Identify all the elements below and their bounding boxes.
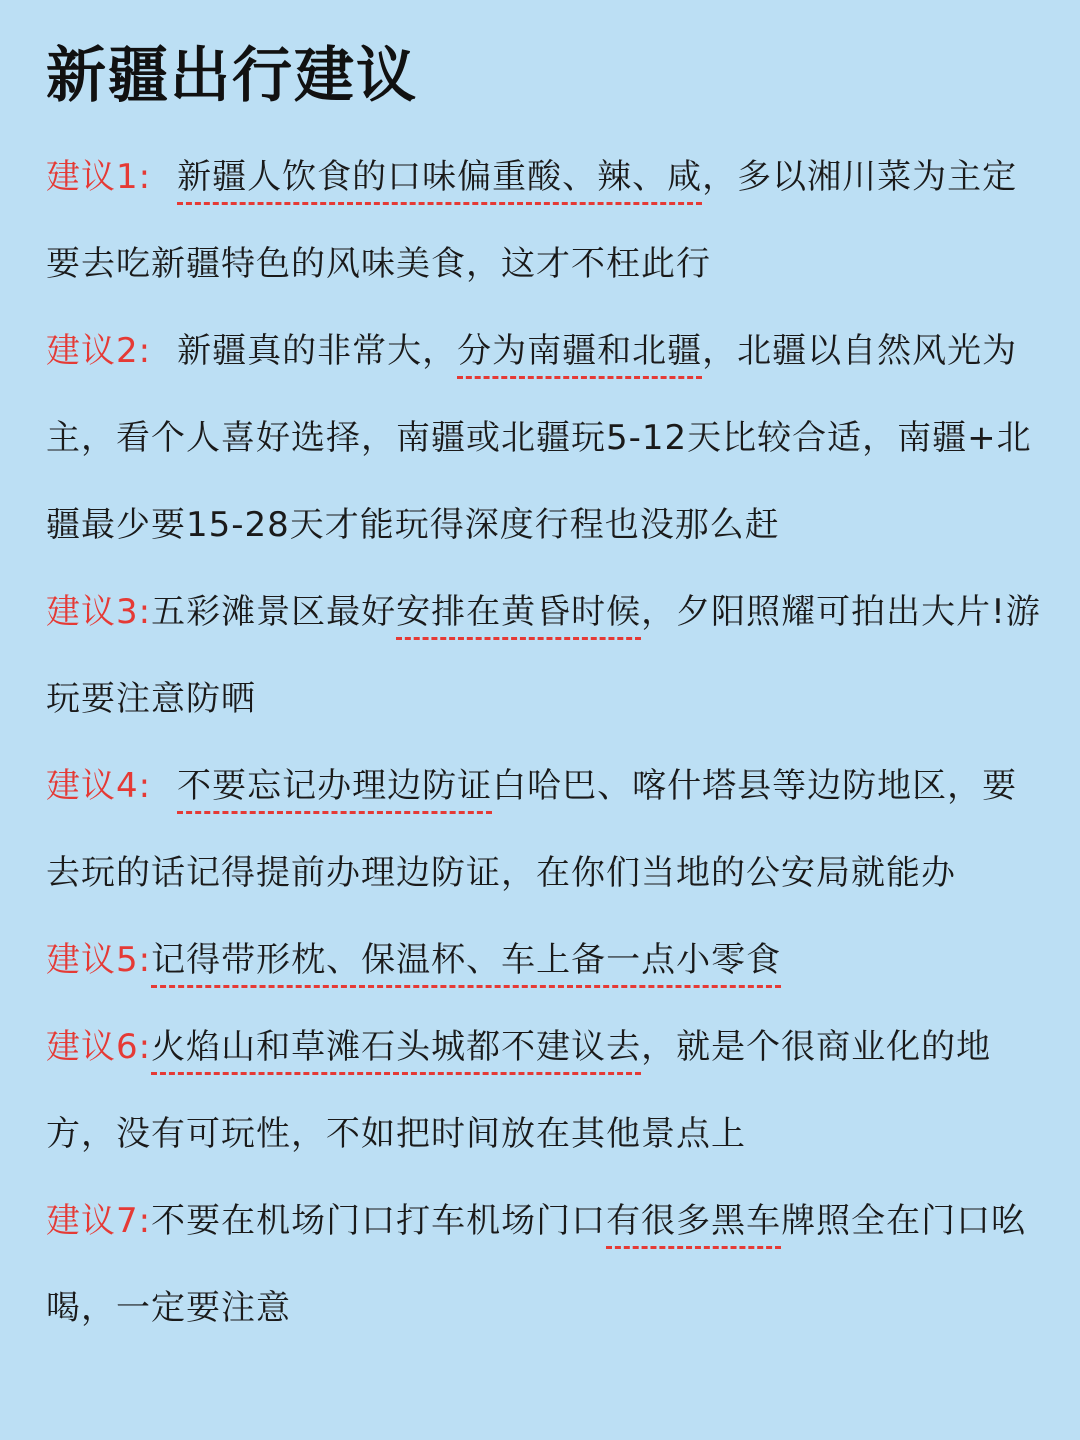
tip-item bbox=[46, 569, 1052, 743]
tip-text: ，就是个很商业化的地方，没有可玩性，不如把时间放在其他景点上 bbox=[46, 1027, 992, 1154]
tip-text: ，夕阳照耀可拍出大片!游玩要注意防晒 bbox=[46, 592, 1041, 719]
tip-text: 新疆真的非常大， bbox=[177, 331, 458, 371]
tip-text: 五彩滩景区最好 bbox=[151, 592, 397, 632]
tip-item bbox=[46, 134, 1052, 308]
tip-label: 建议2: bbox=[46, 331, 152, 371]
tip-text: ，北疆以自然风光为主，看个人喜好选择，南疆或北疆玩5-12天比较合适，南疆+北疆最少要15-28天才能玩得深度行程也没那么赶 bbox=[46, 331, 1032, 545]
tip-item bbox=[46, 308, 1052, 569]
tip-label: 建议3: bbox=[46, 592, 152, 632]
tips-list bbox=[46, 134, 1052, 1352]
tip-item bbox=[46, 1004, 1052, 1178]
tip-label: 建议6: bbox=[46, 1027, 152, 1067]
tip-highlight: 有很多黑车 bbox=[606, 1201, 782, 1241]
tip-label: 建议7: bbox=[46, 1201, 152, 1241]
tip-highlight: 新疆人饮食的口味偏重酸、辣、咸 bbox=[177, 157, 703, 197]
tip-highlight: 记得带形枕、保温杯、车上备一点小零食 bbox=[151, 940, 782, 980]
tip-label: 建议1: bbox=[46, 157, 152, 197]
page-title: 新疆出行建议 bbox=[46, 41, 418, 111]
tip-highlight: 不要忘记办理边防证 bbox=[177, 766, 493, 806]
tip-item bbox=[46, 917, 1052, 1004]
tip-highlight: 安排在黄昏时候 bbox=[396, 592, 642, 632]
tip-text: 牌照全在门口吆喝，一定要注意 bbox=[46, 1201, 1027, 1328]
tip-item bbox=[46, 1178, 1052, 1352]
tip-text: 不要在机场门口打车机场门口 bbox=[151, 1201, 607, 1241]
tip-text: 白哈巴、喀什塔县等边防地区，要去玩的话记得提前办理边防证，在你们当地的公安局就能办 bbox=[46, 766, 1018, 893]
tip-highlight: 火焰山和草滩石头城都不建议去 bbox=[151, 1027, 642, 1067]
tip-text: ，多以湘川菜为主定要去吃新疆特色的风味美食，这才不枉此行 bbox=[46, 157, 1018, 284]
tip-item bbox=[46, 743, 1052, 917]
tip-label: 建议4: bbox=[46, 766, 152, 806]
tip-label: 建议5: bbox=[46, 940, 152, 980]
tip-highlight: 分为南疆和北疆 bbox=[457, 331, 703, 371]
